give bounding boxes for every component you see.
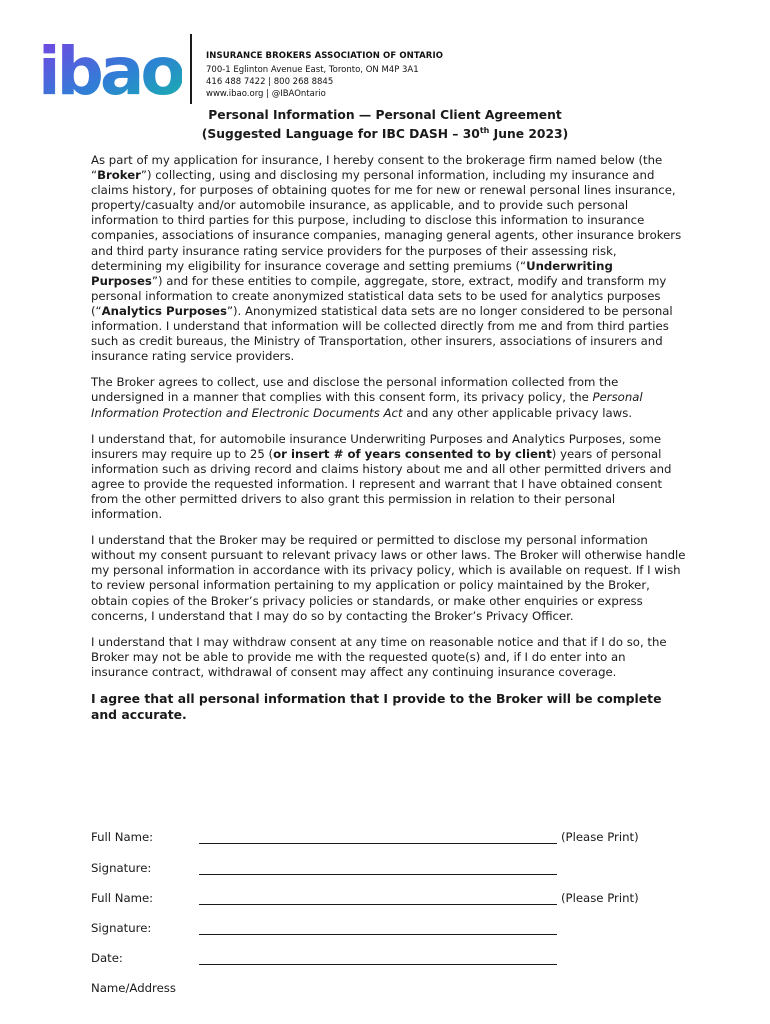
date-line[interactable] (199, 964, 557, 965)
signature-label: Signature: (91, 861, 152, 875)
paragraph-years: I understand that, for automobile insurance Underwriting Purposes and Analytics Purposes, some insurers may require up to 25 (or insert # of years consented to by client) years of personal information such as driving record and claims history about me and all other permitted drivers and agree to provide the requested information. I represent and warrant that I have obtained consent from the other permitted drivers to also grant this permission in relation to their personal information. (91, 431, 672, 522)
full-name-label: Full Name: (91, 891, 154, 905)
letterhead (38, 34, 738, 106)
full-name-field-2 (91, 891, 691, 909)
org-address: 700-1 Eglinton Avenue East, Toronto, ON M4P 3A1 (206, 65, 419, 75)
full-name-field-1 (91, 830, 691, 848)
title-line-1: Personal Information — Personal Client Agreement (208, 108, 562, 122)
full-name-line[interactable] (199, 843, 557, 844)
name-address-field (91, 981, 691, 999)
org-web: www.ibao.org | @IBAOntario (206, 89, 326, 99)
paragraph-withdraw: I understand that I may withdraw consent at any time on reasonable notice and that if I do so, the Broker may not be able to provide me with the requested quote(s) and, if I do enter into an insurance contract, withdrawal of consent may affect any continuing insurance coverage. (91, 634, 667, 679)
please-print-note: (Please Print) (561, 891, 639, 905)
signature-line[interactable] (199, 934, 557, 935)
ibao-logo (38, 34, 182, 102)
date-field (91, 951, 691, 969)
logo-wordmark: ibao (38, 34, 182, 102)
paragraph-agree: I agree that all personal information that I provide to the Broker will be complete and accurate. (91, 691, 662, 722)
name-address-label: Name/Address (91, 981, 176, 995)
document-title (0, 108, 770, 142)
signature-line[interactable] (199, 874, 557, 875)
org-phone: 416 488 7422 | 800 268 8845 (206, 77, 334, 87)
full-name-line[interactable] (199, 904, 557, 905)
header-divider (190, 34, 192, 104)
signature-field-2 (91, 921, 691, 939)
please-print-note: (Please Print) (561, 830, 639, 844)
date-label: Date: (91, 951, 123, 965)
paragraph-consent: As part of my application for insurance, I hereby consent to the brokerage firm named below (the “Broker”) collecting, using and disclosing my personal information, including my insurance and claims history, for purposes of obtaining quotes for me for new or renewal personal lines insurance, property/casualty and/or automobile insurance, as applicable, and to provide such personal information to third parties for this purpose, including to disclose this information to insurance companies, associations of insurance companies, managing general agents, other insurance brokers and third party insurance rating service providers for the purposes of their assessing risk, determining my eligibility for insurance coverage and setting premiums (“Underwriting Purposes”) and for these entities to compile, aggregate, store, extract, modify and transform my personal information to create anonymized statistical data sets to be used for analytics purposes (“Analytics Purposes”). Anonymized statistical data sets are no longer considered to be personal information. I understand that information will be collected directly from me and from third parties such as credit bureaus, the Ministry of Transportation, other insurers, associations of insurers and insurance rating service providers. (91, 153, 682, 364)
title-line-2: (Suggested Language for IBC DASH – 30th June 2023) (201, 126, 569, 142)
signature-field-1 (91, 861, 691, 879)
paragraph-broker-agrees: The Broker agrees to collect, use and disclose the personal information collected from the undersigned in a manner that complies with this consent form, its privacy policy, the Personal Information Protection and Electronic Documents Act and any other applicable privacy laws. (91, 375, 643, 420)
full-name-label: Full Name: (91, 830, 154, 844)
signature-label: Signature: (91, 921, 152, 935)
agreement-body (91, 153, 686, 734)
org-name: INSURANCE BROKERS ASSOCIATION OF ONTARIO (206, 51, 444, 61)
paragraph-disclosure: I understand that the Broker may be required or permitted to disclose my personal information without my consent pursuant to relevant privacy laws or other laws. The Broker will otherwise handle my personal information in accordance with its privacy policy, which is available on request. If I wish to review personal information pertaining to my application or policy maintained by the Broker, obtain copies of the Broker’s privacy policies or standards, or make other enquiries or express concerns, I understand that I may do so by contacting the Broker’s Privacy Officer. (91, 533, 686, 623)
org-info (206, 50, 443, 100)
